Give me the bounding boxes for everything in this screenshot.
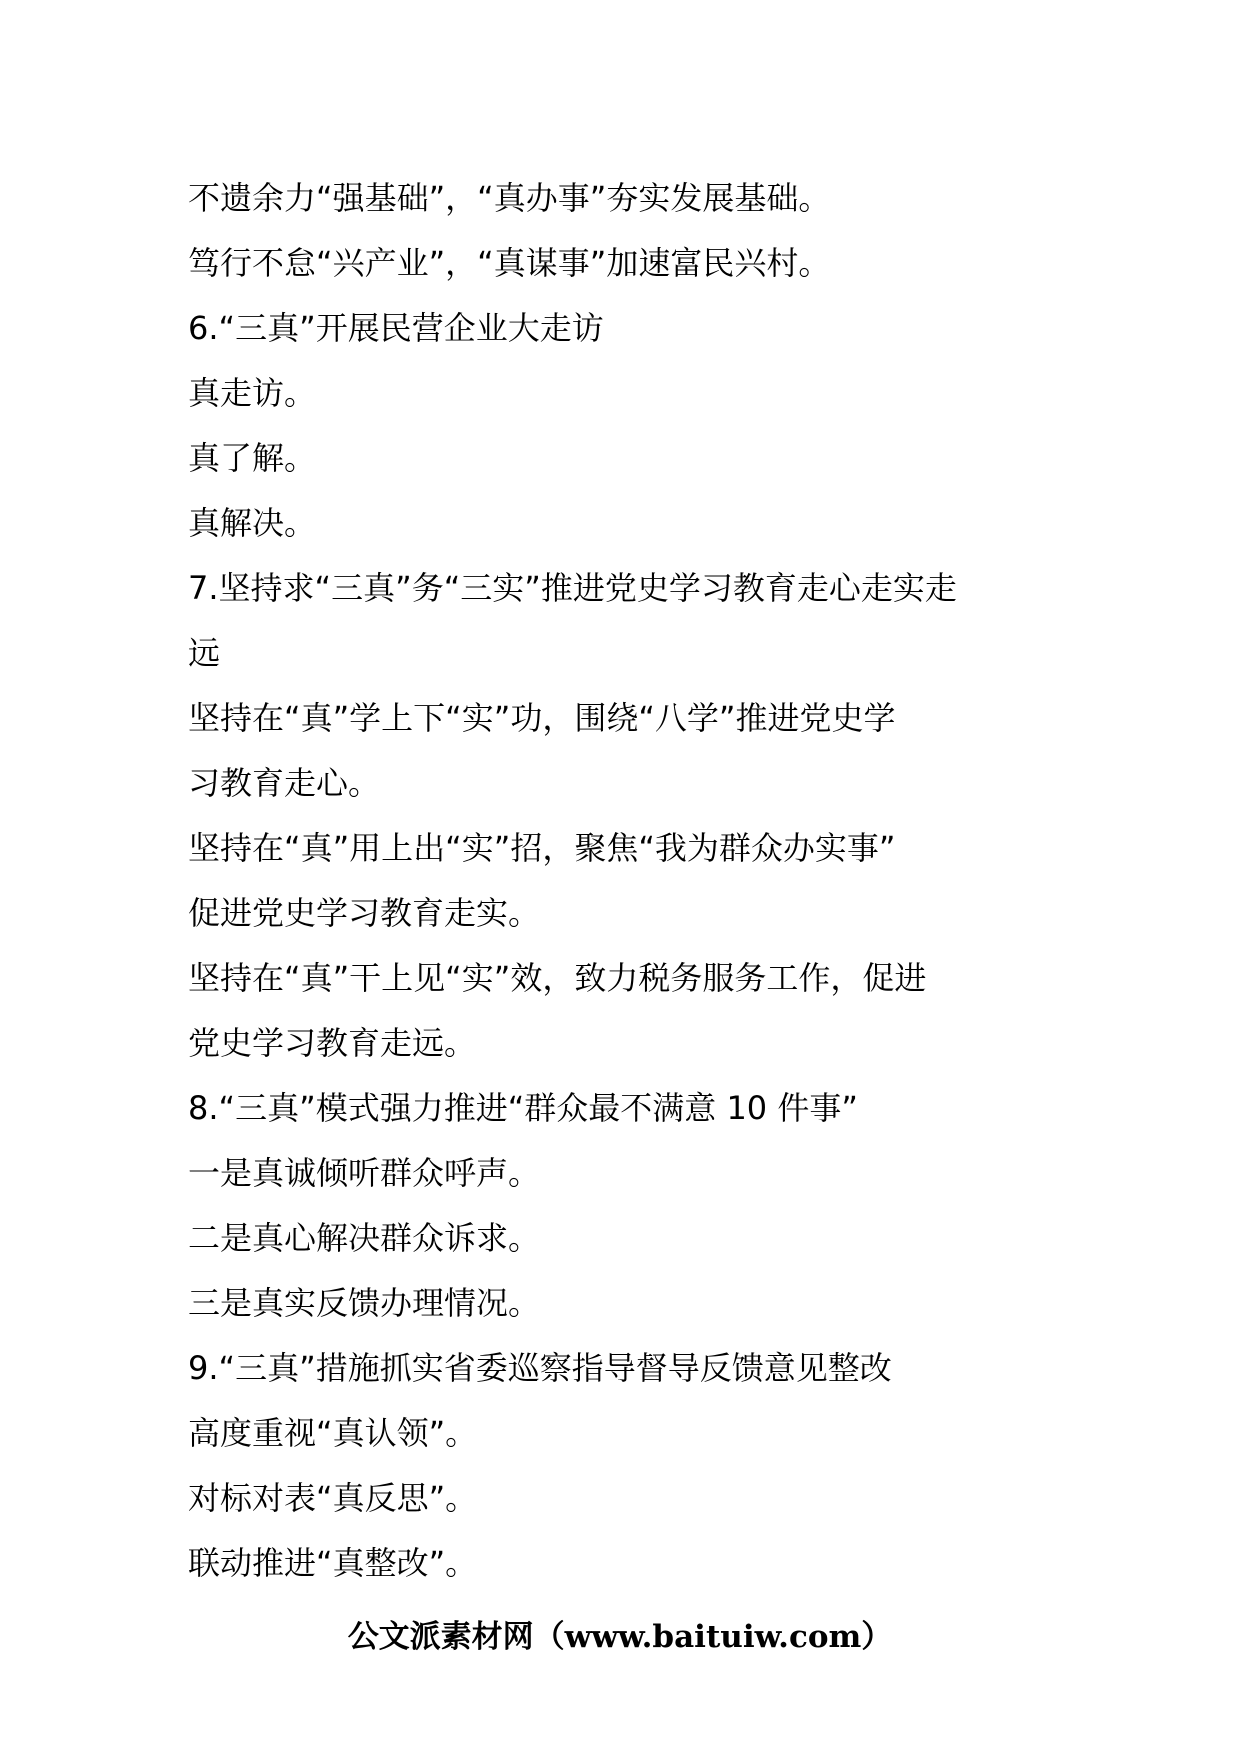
text-line: 三是真实反馈办理情况。 bbox=[188, 1284, 541, 1322]
text-line: 一是真诚倾听群众呼声。 bbox=[188, 1154, 541, 1192]
text-line: 联动推进“真整改”。 bbox=[188, 1544, 478, 1582]
text-line: 不遗余力“强基础”，“真办事”夯实发展基础。 bbox=[188, 179, 831, 217]
section-heading: 8.“三真”模式强力推进“群众最不满意 10 件事” bbox=[188, 1089, 858, 1127]
text-line: 对标对表“真反思”。 bbox=[188, 1479, 478, 1517]
text-line: 党史学习教育走远。 bbox=[188, 1024, 477, 1062]
text-line: 真解决。 bbox=[188, 504, 317, 542]
text-line: 坚持在“真”干上见“实”效，致力税务服务工作，促进 bbox=[188, 959, 927, 997]
text-line: 二是真心解决群众诉求。 bbox=[188, 1219, 541, 1257]
text-line: 促进党史学习教育走实。 bbox=[188, 894, 541, 932]
text-line: 坚持在“真”学上下“实”功，围绕“八学”推进党史学 bbox=[188, 699, 896, 737]
section-heading: 9.“三真”措施抓实省委巡察指导督导反馈意见整改 bbox=[188, 1349, 892, 1387]
text-line: 真了解。 bbox=[188, 439, 317, 477]
text-line: 高度重视“真认领”。 bbox=[188, 1414, 478, 1452]
document-body bbox=[188, 166, 1063, 1596]
text-line: 坚持在“真”用上出“实”招，聚焦“我为群众办实事” bbox=[188, 829, 896, 867]
text-line: 习教育走心。 bbox=[188, 764, 381, 802]
section-heading: 6.“三真”开展民营企业大走访 bbox=[188, 309, 604, 347]
text-line: 笃行不怠“兴产业”，“真谋事”加速富民兴村。 bbox=[188, 244, 831, 282]
section-heading: 7.坚持求“三真”务“三实”推进党史学习教育走心走实走 bbox=[188, 569, 957, 607]
page-footer: 公文派素材网（www.baituiw.com） bbox=[347, 1619, 893, 1655]
section-heading-continued: 远 bbox=[188, 634, 221, 672]
text-line: 真走访。 bbox=[188, 374, 317, 412]
